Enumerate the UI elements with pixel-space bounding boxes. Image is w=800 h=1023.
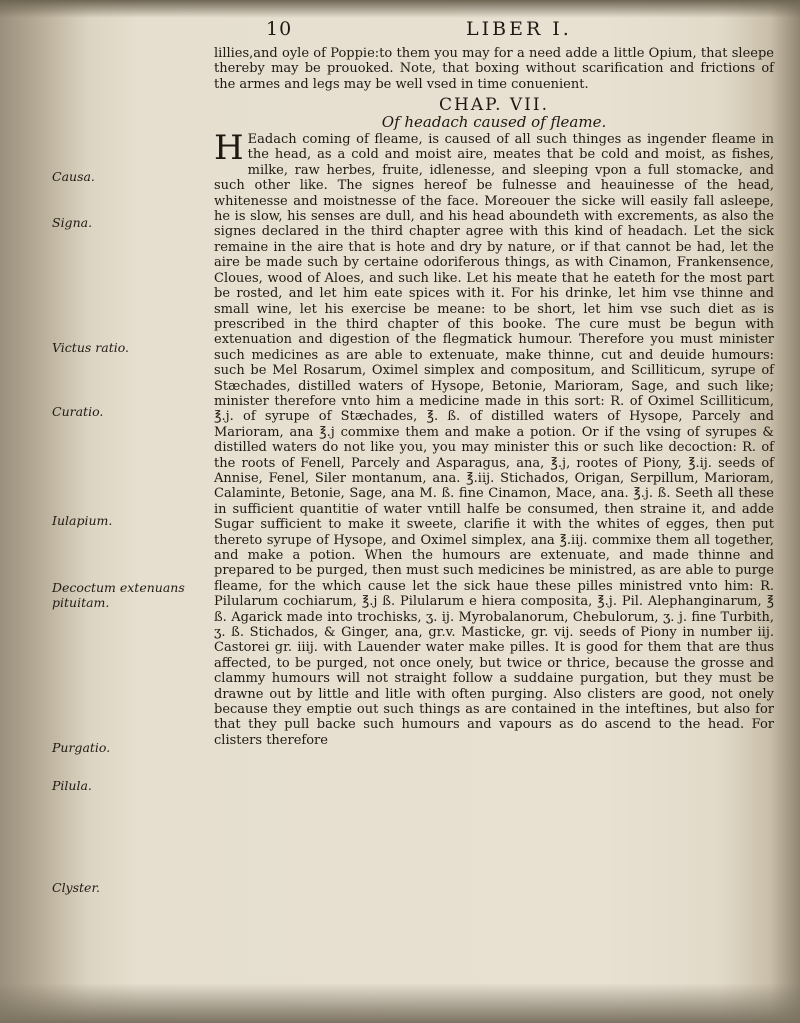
running-head: LIBER I. <box>466 18 572 40</box>
drop-capital: H <box>214 128 244 169</box>
page-header <box>266 18 606 44</box>
chapter-paragraph <box>214 128 774 748</box>
page-number: 10 <box>266 18 293 40</box>
main-text <box>214 46 774 748</box>
margin-note-victus-ratio: Victus ratio. <box>52 340 129 355</box>
chapter-body: Eadach coming of fleame, is caused of all such thinges as ingender fleame in the head, as a cold and moist aire, meates that be cold and moist, as fishes, milke, raw herbes, fruite, idlenesse, and sleeping vpon a full stomacke, and such other like. The signes hereof be fulnesse and heauinesse of the head, whitenesse and moistnesse of the face. Moreouer the sicke will easily fall asleepe, he is slow, his senses are dull, and his head aboundeth with excrements, as also the signes declared in the third chapter agree with this kind of headach. Let the sick remaine in the aire that is hote and dry by nature, or if that cannot be had, let the aire be made such by certaine odoriferous things, as with Cinamon, Frankensence, Cloues, wood of Aloes, and such like. Let his meate that he eateth for the most part be rosted, and let him eate spices with it. For his drinke, let him vse thinne and small wine, let his exercise be meane: to be short, let him vse such diet as is prescribed in the third chapter of this booke. The cure must be begun with extenuation and digestion of the flegmatick humour. Therefore you must minister such medicines as are able to extenuate, make thinne, cut and deuide humours: such be Mel Rosarum, Oximel simplex and compositum, and Scilliticum, syrupe of Stæchades, distilled waters of Hysope, Betonie, Marioram, Sage, and such like; minister therefore vnto him a medicine made in this sort: R. of Oximel Scilliticum, ℥.j. of syrupe of Stæchades, ℥. ß. of distilled waters of Hysope, Parcely and Marioram, ana ℥.j commixe them and make a potion. Or if the vsing of syrupes & distilled waters do not like you, you may minister this or such like decoction: R. of the roots of Fenell, Parcely and Asparagus, ana, ℥.j, rootes of Piony, ℥.ij. seeds of Annise, Fenel, Siler montanum, ana. ℥.iij. Stichados, Origan, Serpillum, Marioram, Calaminte, Betonie, Sage, ana M. ß. fine Cinamon, Mace, ana. ℥.j. ß. Seeth all these in sufficient quantitie of water vntill halfe be consumed, then straine it, and adde Sugar sufficient to make it sweete, clarifie it with the whites of egges, then put thereto syrupe of Hysope, and Oximel simplex, ana ℥.iij. commixe them all together, and make a potion. When the humours are extenuate, and made thinne and prepared to be purged, then must such medicines be ministred, as are able to purge fleame, for the which cause let the sick haue these pilles ministred vnto him: R. Pilularum cochiarum, ℥.j ß. Pilularum e hiera composita, ℥.j. Pil. Alephanginarum, ℥ ß. Agarick made into trochisks, ʒ. ij. Myrobalanorum, Chebulorum, ʒ. j. fine Turbith, ʒ. ß. Stichados, & Ginger, ana, gr.v. Masticke, gr. vij. seeds of Piony in number iij. Castorei gr. iiij. with Lauender water make pilles. It is good for them that are thus affected, to be purged, not once onely, but twice or thrice, because the grosse and clammy humours will not straight follow a suddaine purgation, but they must be drawne out by little and litle with often purging. Also clisters are good, not onely because they emptie out such things as are contained in the inteftines, but also for that they pull backe such humours and vapours as do ascend to the head. For clisters therefore <box>214 132 774 748</box>
margin-note-pilula: Pilula. <box>52 778 92 793</box>
margin-note-iulapium: Iulapium. <box>52 513 113 528</box>
margin-note-causa: Causa. <box>52 169 95 184</box>
intro-paragraph: lillies,and oyle of Poppie:to them you may for a need adde a little Opium, that sleepe thereby may be prouoked. Note, that boxing without scarification and frictions of the armes and legs may be well vsed in time conuenient. <box>214 46 774 92</box>
chapter-heading: CHAP. VII. <box>438 95 550 116</box>
chapter-title: Of headach caused of fleame. <box>381 112 607 131</box>
margin-note-clyster: Clyster. <box>52 880 101 895</box>
margin-note-decoctum: Decoctum extenuans pituitam. <box>52 580 185 610</box>
margin-note-curatio: Curatio. <box>52 404 104 419</box>
margin-note-signa: Signa. <box>52 215 93 230</box>
margin-note-purgatio: Purgatio. <box>52 740 111 755</box>
